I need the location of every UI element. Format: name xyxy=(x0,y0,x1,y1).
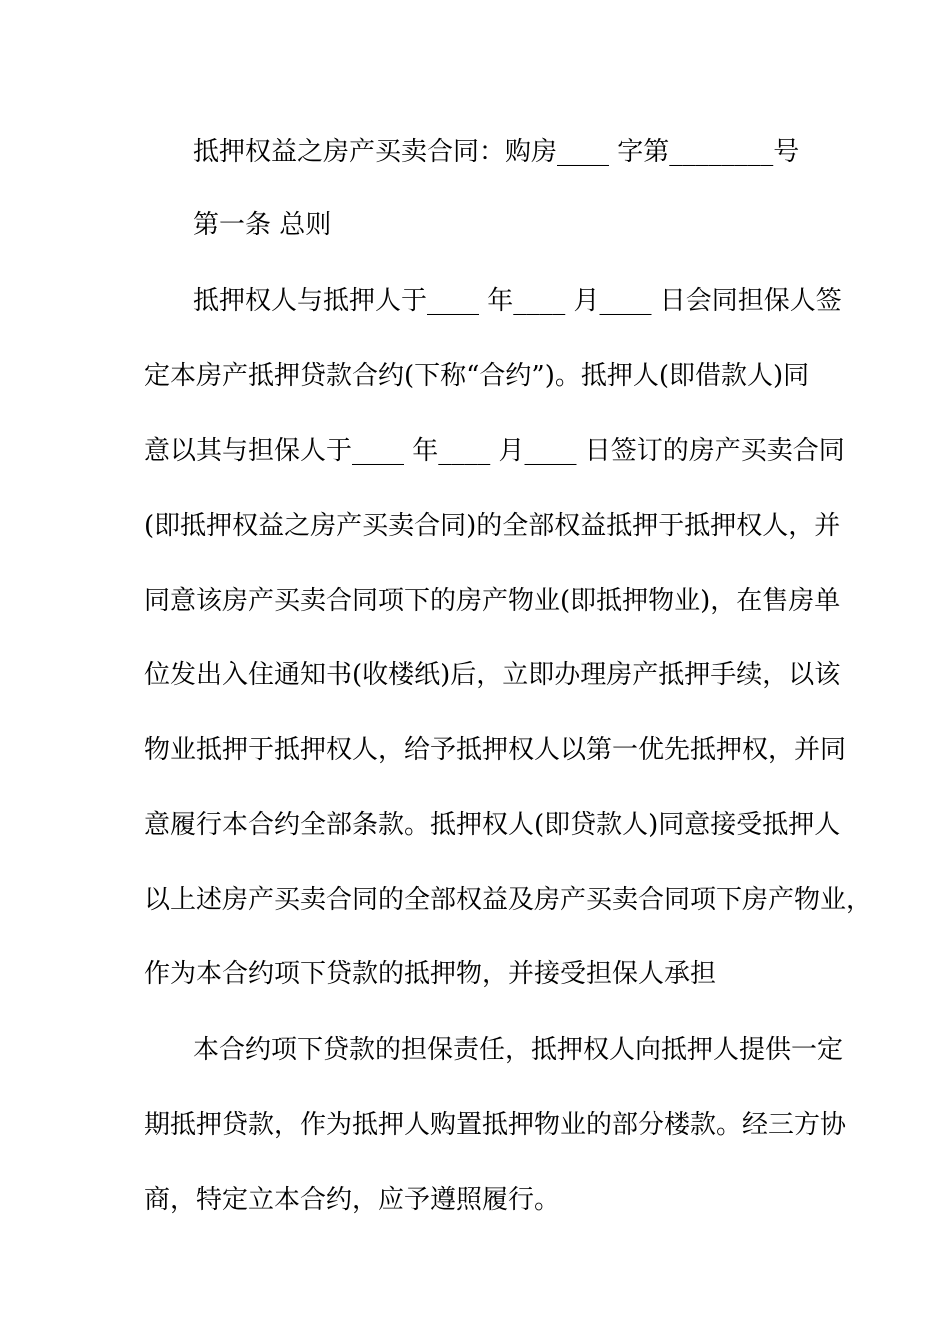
paragraph-1-line: 意履行本合约全部条款。抵押权人(即贷款人)同意接受抵押人 xyxy=(144,810,841,840)
paragraph-2-line: 商，特定立本合约，应予遵照履行。 xyxy=(144,1185,561,1215)
contract-heading: 抵押权益之房产买卖合同：购房____ 字第________号 xyxy=(193,137,800,167)
paragraph-2-line: 本合约项下贷款的担保责任，抵押权人向抵押人提供一定 xyxy=(193,1035,844,1065)
paragraph-2-line: 期抵押贷款，作为抵押人购置抵押物业的部分楼款。经三方协 xyxy=(144,1110,847,1140)
paragraph-1-line: (即抵押权益之房产买卖合同)的全部权益抵押于抵押权人，并 xyxy=(144,511,841,541)
paragraph-1-line: 以上述房产买卖合同的全部权益及房产买卖合同项下房产物业， xyxy=(144,885,873,915)
paragraph-1-line: 位发出入住通知书(收楼纸)后，立即办理房产抵押手续，以该 xyxy=(144,660,841,690)
paragraph-1-line: 物业抵押于抵押权人，给予抵押权人以第一优先抵押权，并同 xyxy=(144,735,847,765)
paragraph-1-line: 意以其与担保人于____ 年____ 月____ 日签订的房产买卖合同 xyxy=(144,436,845,466)
paragraph-1-line: 作为本合约项下贷款的抵押物，并接受担保人承担 xyxy=(144,959,717,989)
paragraph-1-line: 定本房产抵押贷款合约(下称“合约”)。抵押人(即借款人)同 xyxy=(144,361,810,391)
article-title: 第一条 总则 xyxy=(193,210,332,240)
paragraph-1-line: 抵押权人与抵押人于____ 年____ 月____ 日会同担保人签 xyxy=(193,286,842,316)
paragraph-1-line: 同意该房产买卖合同项下的房产物业(即抵押物业)，在售房单 xyxy=(144,586,841,616)
